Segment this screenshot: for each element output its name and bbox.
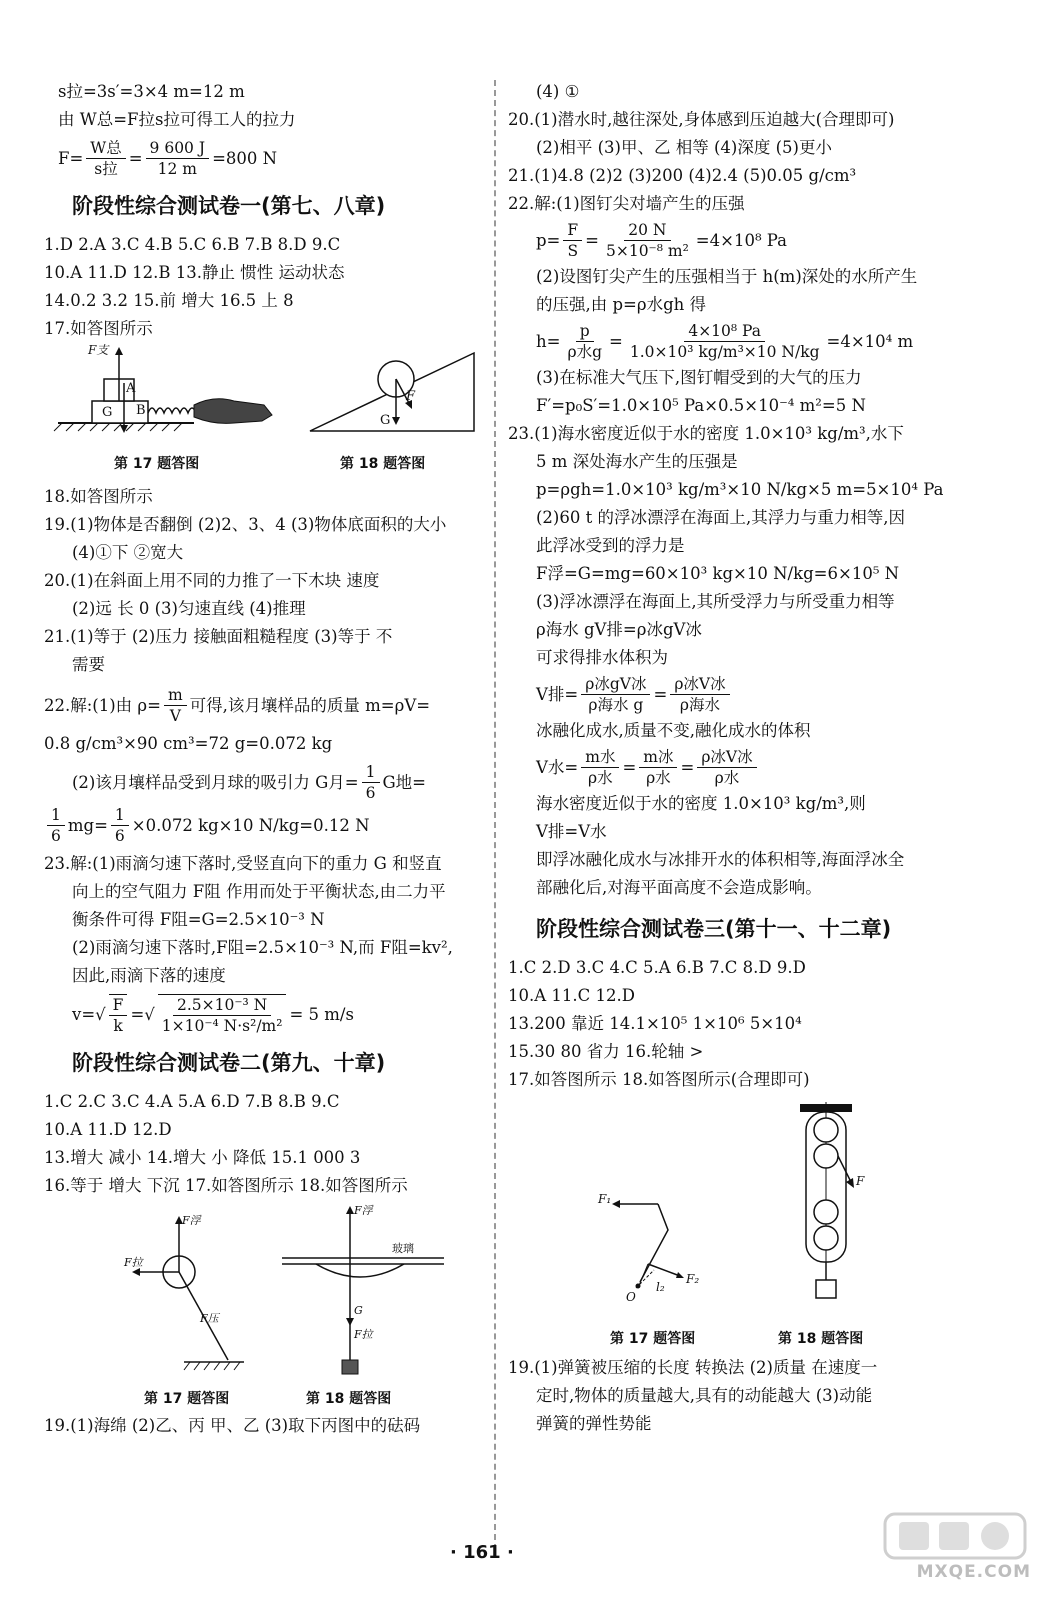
- numerator: m: [164, 685, 187, 706]
- fraction: [146, 138, 210, 179]
- label-ff: F浮: [182, 1214, 201, 1227]
- numerator: 4×10⁸ Pa: [684, 321, 765, 342]
- denominator: 5×10⁻⁸ m²: [605, 242, 689, 260]
- denominator: ρ海水: [679, 696, 721, 714]
- label-b: B: [136, 403, 146, 418]
- eq-text: =800 N: [212, 148, 278, 168]
- numerator: m冰: [639, 747, 677, 768]
- denominator: ρ水: [714, 769, 740, 787]
- fraction: [158, 994, 287, 1036]
- label-g2: G: [380, 413, 391, 428]
- text-line: 13.200 靠近 14.1×10⁵ 1×10⁶ 5×10⁴: [508, 1014, 802, 1033]
- figure-sec1: [44, 343, 484, 483]
- label-fz: F支: [88, 343, 109, 357]
- q22-line-d: [44, 805, 484, 846]
- text-line: (4)①下 ②宽大: [72, 543, 184, 562]
- fraction: [111, 805, 129, 846]
- text-line: (2)设图钉尖产生的压强相当于 h(m)深处的水所产生: [536, 267, 918, 286]
- text-line: 部融化后,对海平面高度不会造成影响。: [536, 878, 822, 897]
- section-title: 阶段性综合测试卷一(第七、八章): [72, 194, 386, 218]
- caption-18: 第 18 题答图: [306, 1391, 392, 1407]
- text-line: 可求得排水体积为: [536, 648, 668, 667]
- denominator: 12 m: [157, 160, 197, 178]
- caption-17: 第 17 题答图: [114, 456, 200, 472]
- numerator: m水: [581, 747, 619, 768]
- text-line: 21.(1)4.8 (2)2 (3)200 (4)2.4 (5)0.05 g/cm³: [508, 166, 857, 185]
- eq-text: F=: [58, 148, 84, 168]
- page-number: · 161 ·: [450, 1542, 514, 1563]
- numerator: 1: [362, 762, 380, 783]
- label-o: O: [626, 1290, 636, 1304]
- equation-depth: h= $\frac{p}{\text{ρ水g}}$ = $\frac{\text{4×10⁸ Pa}}{\text{1.0×10³ kg/m³×10 N/kg}}$ =4×10⁴ m: [536, 322, 914, 361]
- section-title: 阶段性综合测试卷三(第十一、十二章): [536, 917, 892, 941]
- left-column: [44, 78, 484, 1440]
- text-line: 1.C 2.D 3.C 4.C 5.A 6.B 7.C 8.D 9.D: [508, 958, 806, 977]
- text-line: 定时,物体的质量越大,具有的动能越大 (3)动能: [536, 1386, 873, 1405]
- numerator: ρ冰V冰: [670, 674, 729, 695]
- label-fn: F压: [200, 1312, 219, 1325]
- label-f: F: [406, 389, 416, 404]
- text-line: 1.D 2.A 3.C 4.B 5.C 6.B 7.B 8.D 9.C: [44, 235, 341, 254]
- fraction: [602, 220, 693, 261]
- column-divider: [494, 80, 496, 1550]
- text-line: ρ海水 gV排=ρ冰gV冰: [536, 620, 702, 639]
- diagram-lever-and-pulley: [508, 1094, 960, 1324]
- text-line: 17.如答图所示 18.如答图所示(合理即可): [508, 1070, 810, 1089]
- label-f2: F₂: [686, 1272, 700, 1286]
- caption-18: 第 18 题答图: [340, 456, 426, 472]
- fraction: [47, 805, 65, 846]
- q22-line-c: [44, 762, 484, 803]
- text-line: F浮=G=mg=60×10³ kg×10 N/kg=6×10⁵ N: [536, 564, 900, 583]
- caption-17: 第 17 题答图: [610, 1331, 696, 1347]
- label-a: A: [126, 381, 136, 396]
- eq-text: (2)该月壤样品受到月球的吸引力 G月=: [72, 772, 359, 792]
- text-line: s拉=3s′=3×4 m=12 m: [58, 82, 245, 101]
- text-line: 13.增大 减小 14.增大 小 降低 15.1 000 3: [44, 1148, 361, 1167]
- right-column: [508, 78, 960, 1438]
- text-line: 1.C 2.C 3.C 4.A 5.A 6.D 7.B 8.B 9.C: [44, 1092, 340, 1111]
- text-line: 的压强,由 p=ρ水gh 得: [536, 295, 707, 314]
- text-line: 10.A 11.C 12.D: [508, 986, 635, 1005]
- numerator: 9 600 J: [146, 138, 210, 159]
- text-line: 此浮冰受到的浮力是: [536, 536, 685, 555]
- numerator: ρ冰gV冰: [581, 674, 650, 695]
- text-line: 0.8 g/cm³×90 cm³=72 g=0.072 kg: [44, 734, 333, 753]
- text-line: 19.(1)物体是否翻倒 (2)2、3、4 (3)物体底面积的大小: [44, 515, 447, 534]
- label-g: G: [354, 1304, 363, 1317]
- text-line: 10.A 11.D 12.D: [44, 1120, 172, 1139]
- text-line: 23.解:(1)雨滴匀速下落时,受竖直向下的重力 G 和竖直: [44, 854, 442, 873]
- denominator: ρ海水 g: [588, 696, 644, 714]
- label-f1: F₁: [598, 1192, 612, 1206]
- text-line: 需要: [72, 655, 105, 674]
- text-line: 19.(1)弹簧被压缩的长度 转换法 (2)质量 在速度一: [508, 1358, 878, 1377]
- numerator: p: [576, 321, 594, 342]
- denominator: V: [169, 707, 181, 725]
- text-line: F′=p₀S′=1.0×10⁵ Pa×0.5×10⁻⁴ m²=5 N: [536, 396, 866, 415]
- section-title: 阶段性综合测试卷二(第九、十章): [72, 1051, 386, 1075]
- text-line: (4) ①: [536, 82, 580, 101]
- text-line: 15.30 80 省力 16.轮轴 >: [508, 1042, 704, 1061]
- eq-text: p=: [536, 230, 561, 250]
- numerator: W总: [86, 138, 125, 159]
- fraction: [164, 685, 187, 726]
- watermark: [881, 1512, 1031, 1582]
- text-line: 衡条件可得 F阻=G=2.5×10⁻³ N: [72, 910, 325, 929]
- equation-force: F= $\frac{\text{W总}}{\text{s拉}}$ = $\frac{9 600 J}{12 m}$ =800 N: [58, 139, 278, 178]
- text-line: 向上的空气阻力 F阻 作用而处于平衡状态,由二力平: [72, 882, 446, 901]
- q22-line-a: [44, 685, 484, 726]
- text-line: 22.解:(1)图钉尖对墙产生的压强: [508, 194, 745, 213]
- denominator: S: [567, 242, 579, 260]
- eq-text: G地=: [382, 772, 427, 792]
- denominator: 6: [51, 827, 61, 845]
- equation-pressure: p= $\frac{F}{S}$ = $\frac{20 N}{\text{5×10⁻⁸ m²}}$ =4×10⁸ Pa: [536, 221, 787, 260]
- text-line: 16.等于 增大 下沉 17.如答图所示 18.如答图所示: [44, 1176, 408, 1195]
- numerator: ρ冰V冰: [697, 747, 756, 768]
- text-line: (3)在标准大气压下,图钉帽受到的大气的压力: [536, 368, 862, 387]
- label-glass: 玻璃: [392, 1242, 414, 1255]
- diagram-blocks-and-slope: [44, 343, 484, 458]
- text-line: 17.如答图所示: [44, 319, 153, 338]
- numerator: 1: [47, 805, 65, 826]
- text-line: 即浮冰融化成水与冰排开水的体积相等,海面浮冰全: [536, 850, 905, 869]
- eq-text: 22.解:(1)由 ρ=: [44, 695, 161, 715]
- denominator: k: [113, 1017, 123, 1035]
- denominator: 1.0×10³ kg/m³×10 N/kg: [629, 343, 820, 361]
- q23-velocity-eq: [44, 994, 484, 1036]
- denominator: 6: [114, 827, 125, 845]
- denominator: ρ水g: [567, 343, 602, 361]
- fraction: [670, 674, 729, 715]
- text-line: 14.0.2 3.2 15.前 增大 16.5 上 8: [44, 291, 294, 310]
- watermark-logo-icon: [881, 1512, 1031, 1564]
- numerator: F: [109, 995, 128, 1016]
- fraction: [563, 220, 582, 261]
- denominator: s拉: [94, 160, 118, 178]
- fraction: [362, 762, 380, 803]
- numerator: 20 N: [624, 220, 670, 241]
- text-line: (2)雨滴匀速下落时,F阻=2.5×10⁻³ N,而 F阻=kv²,: [72, 938, 453, 957]
- denominator: 6: [365, 784, 376, 802]
- text-line: p=ρgh=1.0×10³ kg/m³×10 N/kg×5 m=5×10⁴ Pa: [536, 480, 944, 499]
- eq-text: v=√: [72, 1005, 106, 1024]
- eq-text: mg=: [67, 815, 108, 835]
- fraction: [639, 747, 677, 788]
- eq-text: 可得,该月壤样品的质量 m=ρV=: [189, 695, 431, 715]
- text-line: 10.A 11.D 12.B 13.静止 惯性 运动状态: [44, 263, 345, 282]
- eq-text: V水=: [536, 757, 579, 777]
- figure-sec2: [44, 1200, 484, 1412]
- fraction: [697, 747, 756, 788]
- figure-sec3: [508, 1094, 960, 1354]
- label-fx: F拉: [124, 1256, 143, 1269]
- eq-text: V排=: [536, 684, 579, 704]
- text-line: 5 m 深处海水产生的压强是: [536, 452, 738, 471]
- fraction: [581, 674, 650, 715]
- text-line: V排=V水: [536, 822, 607, 841]
- text-line: 18.如答图所示: [44, 487, 153, 506]
- denominator: ρ水: [646, 769, 671, 787]
- eq-text: h=: [536, 331, 561, 351]
- label-fdown: F拉: [354, 1328, 373, 1341]
- text-line: (3)浮冰漂浮在海面上,其所受浮力与所受重力相等: [536, 592, 895, 611]
- text-line: 23.(1)海水密度近似于水的密度 1.0×10³ kg/m³,水下: [508, 424, 904, 443]
- label-g: G: [102, 405, 113, 420]
- eq-text: =4×10⁴ m: [826, 331, 914, 351]
- diagram-buoyancy: [44, 1200, 484, 1385]
- fraction: [581, 747, 619, 788]
- denominator: 1×10⁻⁴ N·s²/m²: [161, 1017, 283, 1035]
- text-line: 弹簧的弹性势能: [536, 1414, 652, 1433]
- text-line: (2)远 长 0 (3)匀速直线 (4)推理: [72, 599, 306, 618]
- numerator: 2.5×10⁻³ N: [173, 995, 271, 1016]
- fraction: [626, 321, 824, 362]
- text-line: 因此,雨滴下落的速度: [72, 966, 226, 985]
- equation-vwater: V水= $\frac{\text{m水}}{\text{ρ水}}$ = $\frac{\text{m冰}}{\text{ρ水}}$ = $\frac{\text{ρ冰V冰}}{\text{ρ水}}$: [508, 747, 960, 788]
- text-line: (2)相平 (3)甲、乙 相等 (4)深度 (5)更小: [536, 138, 832, 157]
- caption-17: 第 17 题答图: [144, 1391, 230, 1407]
- text-line: 20.(1)在斜面上用不同的力推了一下木块 速度: [44, 571, 380, 590]
- watermark-text: MXQE.COM: [916, 1562, 1031, 1582]
- caption-18: 第 18 题答图: [778, 1331, 864, 1347]
- fraction: [563, 321, 606, 362]
- numerator: F: [563, 220, 582, 241]
- text-line: (2)60 t 的浮冰漂浮在海面上,其浮力与重力相等,因: [536, 508, 905, 527]
- text-line: 冰融化成水,质量不变,融化成水的体积: [536, 721, 811, 740]
- text-line: 由 W总=F拉s拉可得工人的拉力: [58, 110, 296, 129]
- text-line: 21.(1)等于 (2)压力 接触面粗糙程度 (3)等于 不: [44, 627, 393, 646]
- equation-vdisplaced: V排= $\frac{\text{ρ冰gV冰}}{\text{ρ海水 g}}$ = $\frac{\text{ρ冰V冰}}{\text{ρ海水}}$: [508, 674, 960, 715]
- eq-text: = 5 m/s: [289, 1005, 354, 1024]
- denominator: ρ水: [588, 769, 613, 787]
- text-line: 19.(1)海绵 (2)乙、丙 甲、乙 (3)取下丙图中的砝码: [44, 1416, 421, 1435]
- label-l2: l₂: [656, 1280, 665, 1294]
- eq-text: ×0.072 kg×10 N/kg=0.12 N: [131, 815, 370, 835]
- text-line: 海水密度近似于水的密度 1.0×10³ kg/m³,则: [536, 794, 866, 813]
- numerator: 1: [111, 805, 129, 826]
- label-f: F: [856, 1174, 865, 1188]
- label-fup: F浮: [354, 1204, 373, 1217]
- eq-text: =√: [130, 1005, 155, 1024]
- eq-text: =4×10⁸ Pa: [695, 230, 787, 250]
- text-line: 20.(1)潜水时,越往深处,身体感到压迫越大(合理即可): [508, 110, 895, 129]
- fraction: [109, 994, 128, 1036]
- fraction: [86, 138, 125, 179]
